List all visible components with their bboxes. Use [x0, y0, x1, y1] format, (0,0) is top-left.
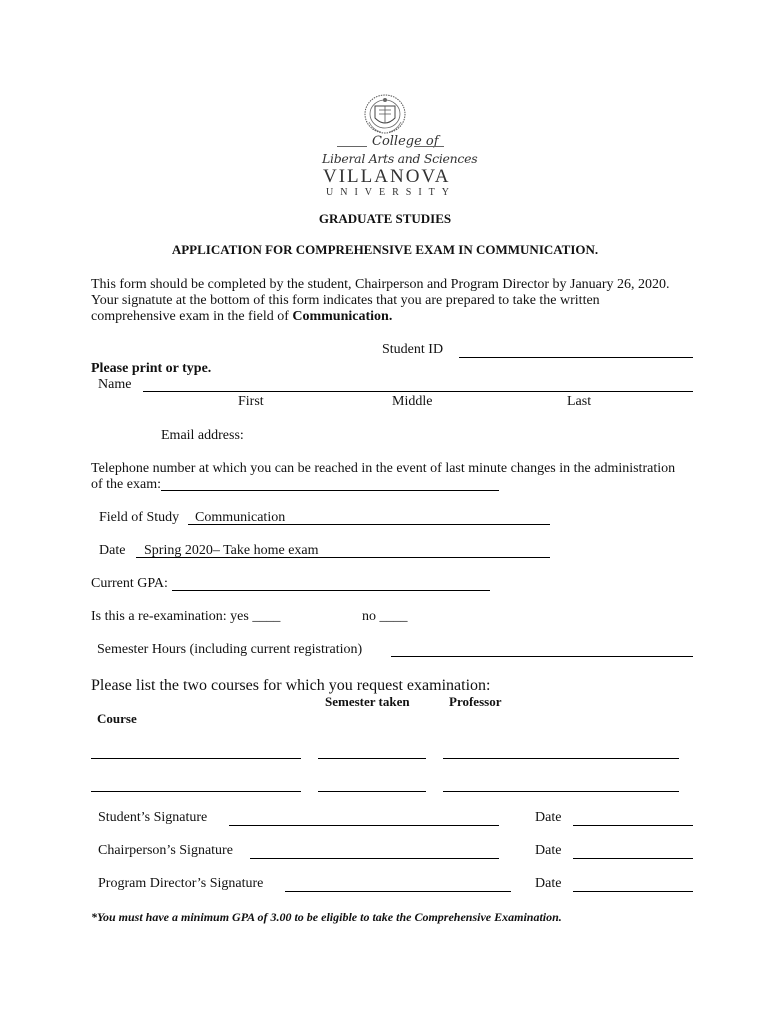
logo-university: UNIVERSITY — [326, 187, 456, 198]
courses-intro: Please list the two courses for which you request examination: — [91, 677, 491, 694]
form-title: APPLICATION FOR COMPREHENSIVE EXAM IN COMMUNICATION. — [171, 242, 599, 257]
director-signature-field[interactable] — [285, 891, 511, 892]
semester-hours-field[interactable] — [391, 656, 693, 657]
intro-field-name: Communication. — [292, 309, 393, 324]
gpa-field[interactable] — [172, 590, 490, 591]
gpa-label: Current GPA: — [91, 576, 168, 591]
reexam-yes[interactable]: Is this a re-examination: yes ____ — [91, 609, 281, 624]
chair-signature-date-label: Date — [535, 843, 562, 858]
student-signature-label: Student’s Signature — [98, 810, 208, 825]
student-signature-date-field[interactable] — [573, 825, 693, 826]
course-1-semester-field[interactable] — [318, 758, 426, 759]
print-note: Please print or type. — [91, 361, 212, 376]
university-seal-icon — [361, 92, 409, 136]
student-id-label: Student ID — [382, 342, 444, 357]
director-signature-date-field[interactable] — [573, 891, 693, 892]
intro-line-2: Your signatute at the bottom of this form indicates that you are prepared to take the written — [91, 293, 600, 308]
telephone-label-line-2: of the exam: — [91, 477, 161, 492]
student-signature-date-label: Date — [535, 810, 562, 825]
field-of-study-field[interactable] — [188, 524, 550, 525]
telephone-field[interactable] — [161, 490, 499, 491]
logo-liberal-arts: Liberal Arts and Sciences — [322, 151, 478, 166]
first-name-label: First — [238, 394, 264, 409]
gpa-footnote: *You must have a minimum GPA of 3.00 to be eligible to take the Comprehensive Examination. — [91, 910, 562, 924]
chair-signature-label: Chairperson’s Signature — [98, 843, 233, 858]
email-label: Email address: — [161, 428, 244, 443]
name-label: Name — [98, 377, 132, 392]
student-id-field[interactable] — [459, 357, 693, 358]
student-signature-field[interactable] — [229, 825, 499, 826]
last-name-label: Last — [567, 394, 592, 409]
field-of-study-label: Field of Study — [99, 510, 180, 525]
date-label: Date — [99, 543, 126, 558]
col-course: Course — [97, 711, 137, 726]
date-value: Spring 2020– Take home exam — [144, 543, 319, 558]
course-1-field[interactable] — [91, 758, 301, 759]
director-signature-date-label: Date — [535, 876, 562, 891]
intro-line-1: This form should be completed by the student, Chairperson and Program Director by January 26, 2020. — [91, 277, 670, 292]
date-field[interactable] — [136, 557, 550, 558]
middle-name-label: Middle — [392, 394, 433, 409]
col-professor: Professor — [449, 694, 502, 709]
name-field[interactable] — [143, 391, 693, 392]
course-2-semester-field[interactable] — [318, 791, 426, 792]
col-semester-taken: Semester taken — [325, 694, 410, 709]
chair-signature-date-field[interactable] — [573, 858, 693, 859]
telephone-label-line-1: Telephone number at which you can be reached in the event of last minute changes in the administration — [91, 461, 676, 476]
semester-hours-label: Semester Hours (including current registration) — [97, 642, 363, 657]
reexam-no[interactable]: no ____ — [362, 609, 408, 624]
intro-line-3: comprehensive exam in the field of Communication. — [91, 309, 393, 324]
page-heading: GRADUATE STUDIES — [318, 211, 452, 226]
logo-villanova: VILLANOVA — [323, 166, 451, 187]
field-of-study-value: Communication — [195, 510, 286, 525]
chair-signature-field[interactable] — [250, 858, 499, 859]
course-2-field[interactable] — [91, 791, 301, 792]
director-signature-label: Program Director’s Signature — [98, 876, 264, 891]
course-2-professor-field[interactable] — [443, 791, 679, 792]
logo-college-of: College of — [372, 134, 439, 149]
course-1-professor-field[interactable] — [443, 758, 679, 759]
